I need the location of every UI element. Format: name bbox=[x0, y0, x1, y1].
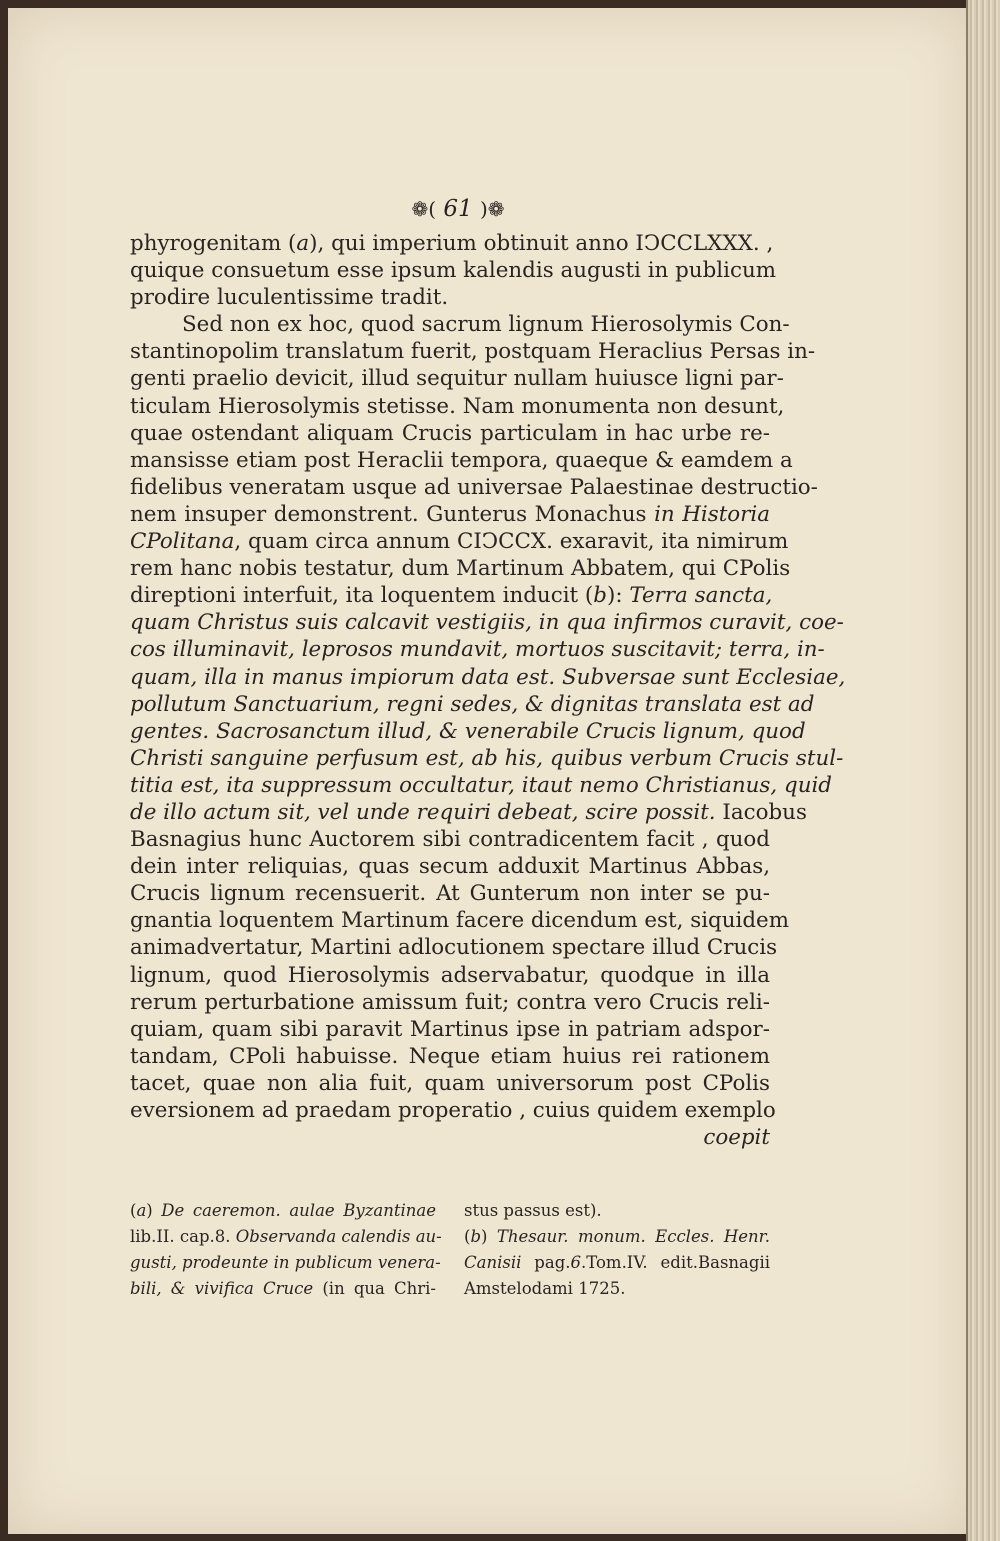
text-line bbox=[130, 962, 770, 989]
text-line bbox=[130, 528, 789, 555]
text-run: ), qui imperium obtinuit anno IↃCCLXXX. , bbox=[309, 231, 774, 256]
text-run: Basnagius hunc Auctorem sibi contradicentem facit , quod bbox=[130, 827, 770, 853]
catchword-line bbox=[130, 1124, 770, 1151]
text-run: quae ostendant aliquam Crucis particulam in hac urbe re- bbox=[130, 420, 770, 446]
footnote-line bbox=[464, 1198, 770, 1224]
text-run: tandam, CPoli habuisse. Neque etiam huius rei rationem bbox=[130, 1043, 770, 1069]
text-run: (in qua Chri- bbox=[313, 1279, 436, 1298]
text-run: .Tom.IV. edit.Basnagii bbox=[581, 1253, 771, 1272]
footnote-line bbox=[130, 1250, 441, 1276]
text-line bbox=[130, 1016, 770, 1043]
text-run: Iacobus bbox=[715, 799, 807, 825]
book-page bbox=[8, 8, 968, 1534]
ornament-left-icon: ❁( bbox=[411, 197, 437, 221]
text-run: cos illuminavit, leprosos mundavit, mortuos suscitavit; terra, in- bbox=[130, 637, 825, 663]
text-line bbox=[130, 555, 791, 582]
text-run: de illo actum sit, vel unde requiri debeat, scire possit. bbox=[130, 799, 716, 825]
text-run: ( bbox=[464, 1227, 471, 1246]
text-run: fidelibus veneratam usque ad universae Palaestinae destructio- bbox=[130, 474, 818, 500]
ornament-right-icon: )❁ bbox=[479, 197, 505, 221]
text-run: quique consuetum esse ipsum kalendis augusti in publicum bbox=[130, 258, 777, 284]
footnote-line bbox=[130, 1276, 436, 1302]
text-run: b bbox=[470, 1227, 481, 1246]
page-fore-edge bbox=[966, 0, 1000, 1541]
footnote-line bbox=[464, 1250, 770, 1276]
text-run: Observanda calendis au- bbox=[235, 1227, 442, 1246]
text-line bbox=[130, 664, 846, 691]
text-line bbox=[130, 636, 825, 663]
text-line bbox=[130, 745, 844, 772]
text-line bbox=[130, 1070, 770, 1097]
footnote-line bbox=[464, 1224, 770, 1250]
text-run: in Historia bbox=[654, 501, 771, 527]
text-run: ( bbox=[130, 1201, 137, 1220]
text-run: titia est, ita suppressum occultatur, itaut nemo Christianus, quid bbox=[130, 772, 833, 798]
page-number: 61 bbox=[443, 196, 473, 222]
text-line bbox=[130, 880, 770, 907]
text-line bbox=[130, 284, 770, 311]
page-header bbox=[388, 196, 528, 222]
catchword: coepit bbox=[703, 1125, 770, 1151]
text-line bbox=[130, 365, 784, 392]
text-line bbox=[130, 338, 816, 365]
text-run: ticulam Hierosolymis stetisse. Nam monumenta non desunt, bbox=[130, 393, 785, 419]
text-run: lignum, quod Hierosolymis adservabatur, quodque in illa bbox=[130, 962, 770, 988]
text-line bbox=[130, 691, 815, 718]
text-line bbox=[130, 772, 833, 799]
text-line bbox=[130, 230, 774, 257]
text-run: eversionem ad praedam properatio , cuius quidem exemplo bbox=[130, 1098, 776, 1123]
text-line bbox=[130, 582, 773, 609]
text-run: ) bbox=[146, 1201, 162, 1220]
text-run: 6 bbox=[570, 1253, 582, 1272]
text-run: dein inter reliquias, quas secum adduxit Martinus Abbas, bbox=[130, 854, 770, 880]
text-run: tacet, quae non alia fuit, quam universorum post CPolis bbox=[130, 1070, 770, 1096]
text-line bbox=[130, 609, 844, 636]
text-run: b bbox=[593, 583, 607, 609]
text-run: pag. bbox=[521, 1253, 571, 1272]
text-line bbox=[130, 799, 807, 826]
footnote-line bbox=[130, 1224, 442, 1250]
text-run: rem hanc nobis testatur, dum Martinum Abbatem, qui CPolis bbox=[130, 556, 791, 582]
text-run: stantinopolim translatum fuerit, postquam Heraclius Persas in- bbox=[130, 339, 816, 365]
text-line bbox=[130, 420, 770, 447]
text-run: gusti, prodeunte in publicum venera- bbox=[130, 1253, 441, 1272]
text-run: Canisii bbox=[464, 1253, 522, 1272]
text-run: nem insuper demonstrent. Gunterus Monachus bbox=[130, 501, 655, 527]
text-line bbox=[130, 989, 770, 1016]
text-line bbox=[130, 718, 806, 745]
text-run: mansisse etiam post Heraclii tempora, quaeque & eamdem a bbox=[130, 447, 793, 473]
text-run: pollutum Sanctuarium, regni sedes, & dignitas translata est ad bbox=[130, 691, 815, 717]
text-line bbox=[130, 934, 778, 961]
text-run: Amstelodami 1725. bbox=[464, 1279, 626, 1298]
text-line bbox=[130, 1043, 770, 1070]
text-line bbox=[130, 501, 770, 528]
text-run: gnantia loquentem Martinum facere dicendum est, siquidem bbox=[130, 908, 789, 934]
text-run: prodire luculentissime tradit. bbox=[130, 285, 449, 311]
footnote-line bbox=[464, 1276, 770, 1302]
text-line bbox=[130, 447, 793, 474]
text-run: Terra sancta, bbox=[629, 583, 773, 609]
text-run: quam Christus suis calcavit vestigiis, in qua infirmos curavit, coe- bbox=[130, 610, 844, 636]
text-line bbox=[130, 853, 770, 880]
text-run: Crucis lignum recensuerit. At Gunterum non inter se pu- bbox=[130, 881, 770, 907]
text-run: , quam circa annum CIↃCCX. exaravit, ita nimirum bbox=[234, 529, 789, 555]
text-run: gentes. Sacrosanctum illud, & venerabile Crucis lignum, quod bbox=[130, 718, 806, 744]
text-run: Thesaur. monum. Eccles. Henr. bbox=[496, 1227, 770, 1246]
text-run: a bbox=[136, 1201, 147, 1220]
text-run: Christi sanguine perfusum est, ab his, quibus verbum Crucis stul- bbox=[130, 745, 844, 771]
footnote-column-right bbox=[464, 1198, 770, 1302]
text-run: rerum perturbatione amissum fuit; contra vero Crucis reli- bbox=[130, 989, 770, 1015]
text-run: CPolitana bbox=[130, 529, 235, 555]
text-line bbox=[130, 311, 790, 338]
text-line bbox=[130, 474, 818, 501]
text-run: phyrogenitam ( bbox=[130, 231, 297, 256]
text-run: Sed non ex hoc, quod sacrum lignum Hierosolymis Con- bbox=[182, 312, 790, 338]
text-run: ): bbox=[606, 583, 630, 609]
text-run: genti praelio devicit, illud sequitur nullam huiusce ligni par- bbox=[130, 366, 784, 392]
footnotes bbox=[130, 1198, 770, 1302]
text-run: De caeremon. aulae Byzantinae bbox=[161, 1201, 436, 1220]
text-line bbox=[130, 257, 777, 284]
text-run: stus passus est). bbox=[464, 1201, 602, 1220]
text-run: quam, illa in manus impiorum data est. Subversae sunt Ecclesiae, bbox=[130, 664, 846, 690]
text-run: ) bbox=[481, 1227, 497, 1246]
text-run: animadvertatur, Martini adlocutionem spectare illud Crucis bbox=[130, 935, 778, 961]
footnote-column-left bbox=[130, 1198, 442, 1302]
footnote-line bbox=[130, 1198, 436, 1224]
text-run: a bbox=[296, 231, 310, 256]
text-run: quiam, quam sibi paravit Martinus ipse in patriam adspor- bbox=[130, 1016, 770, 1042]
text-run: lib.II. cap.8. bbox=[130, 1227, 236, 1246]
text-line bbox=[130, 393, 785, 420]
text-run: direptioni interfuit, ita loquentem inducit ( bbox=[130, 583, 594, 609]
text-run: bili, & vivifica Cruce bbox=[130, 1279, 314, 1298]
text-line bbox=[130, 1097, 776, 1124]
main-text-block bbox=[130, 230, 846, 1151]
text-line bbox=[130, 907, 789, 934]
text-line bbox=[130, 826, 770, 853]
